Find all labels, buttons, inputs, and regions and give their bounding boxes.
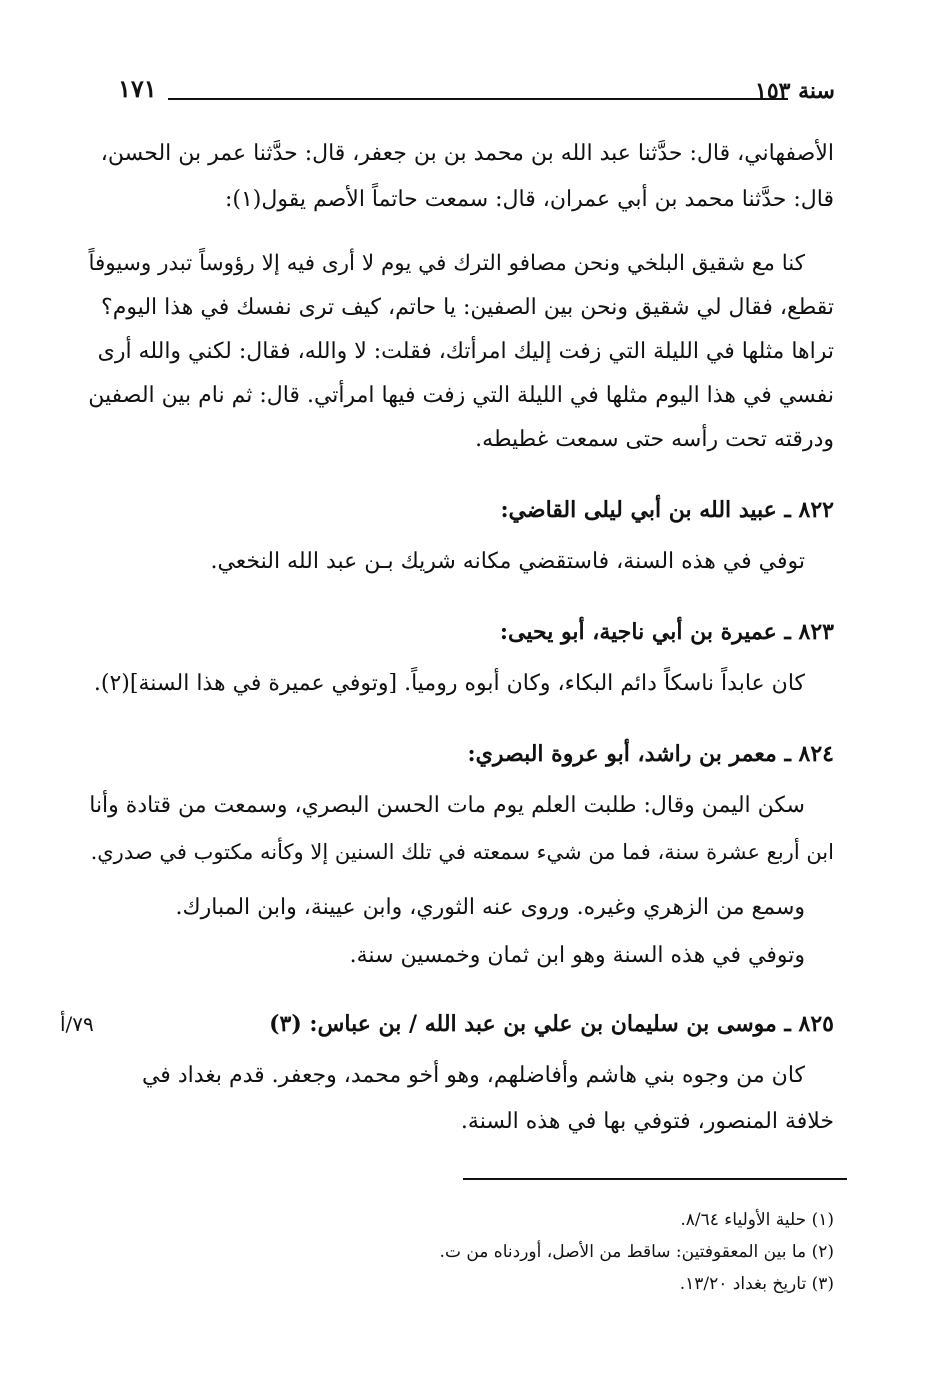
footnote: (٣) تاريخ بغداد ١٣/٢٠.: [679, 1274, 834, 1294]
page-number: ١٧١: [118, 74, 157, 103]
header-rule: [168, 98, 788, 100]
footnote: (١) حلية الأولياء ٨/٦٤.: [680, 1210, 834, 1230]
entry-text-line: توفي في هذه السنة، فاستقضي مكانه شريك بـن عبد الله النخعي.: [210, 549, 805, 574]
entry-text-line: كان من وجوه بني هاشم وأفاضلهم، وهو أخو محمد، وجعفر. قدم بغداد في: [141, 1063, 805, 1088]
quote-line-5: ودرقته تحت رأسه حتى سمعت غطيطه.: [475, 427, 834, 452]
quote-line-4: نفسي في هذا اليوم مثلها في الليلة التي زفت فيها امرأتي. قال: ثم نام بين الصفين: [88, 383, 834, 408]
entry-text-line: خلافة المنصور، فتوفي بها في هذه السنة.: [460, 1109, 834, 1134]
year-label: سنة ١٥٣: [755, 78, 835, 104]
quote-line-3: تراها مثلها في الليلة التي زفت إليك امرأتك، فقلت: لا والله، فقال: لكني والله أرى: [97, 339, 834, 364]
entry-text-line: كان عابداً ناسكاً دائم البكاء، وكان أبوه رومياً. [وتوفي عميرة في هذا السنة](٢).: [93, 671, 805, 696]
entry-text-line: سكن اليمن وقال: طلبت العلم يوم مات الحسن البصري، وسمعت من قتادة وأنا: [89, 793, 805, 818]
entry-text-line: وسمع من الزهري وغيره. وروى عنه الثوري، وابن عيينة، وابن المبارك.: [175, 895, 805, 920]
quote-line-2: تقطع، فقال لي شقيق ونحن بين الصفين: يا حاتم، كيف ترى نفسك في هذا اليوم؟: [101, 295, 834, 320]
entry-heading: ٨٢٥ ـ موسى بن سليمان بن علي بن عبد الله / بن عباس: (٣): [269, 1011, 834, 1037]
footnote-rule: [463, 1178, 847, 1180]
entry-text-line: ابن أربع عشرة سنة، فما من شيء سمعته في تلك السنين إلا وكأنه مكتوب في صدري.: [90, 840, 834, 864]
entry-heading: ٨٢٢ ـ عبيد الله بن أبي ليلى القاضي:: [500, 497, 834, 523]
entry-heading: ٨٢٤ ـ معمر بن راشد، أبو عروة البصري:: [467, 741, 834, 767]
intro-line-2: قال: حدَّثنا محمد بن أبي عمران، قال: سمعت حاتماً الأصم يقول(١):: [224, 187, 834, 212]
intro-line-1: الأصفهاني، قال: حدَّثنا عبد الله بن محمد بن بن جعفر، قال: حدَّثنا عمر بن الحسن،: [100, 141, 834, 166]
manuscript-folio-note: ٧٩/أ: [60, 1012, 94, 1036]
quote-line-1: كنا مع شقيق البلخي ونحن مصافو الترك في يوم لا أرى فيه إلا رؤوساً تبدر وسيوفاً: [88, 251, 805, 276]
entry-text-line: وتوفي في هذه السنة وهو ابن ثمان وخمسين سنة.: [349, 943, 805, 968]
entry-heading: ٨٢٣ ـ عميرة بن أبي ناجية، أبو يحيى:: [499, 619, 834, 645]
footnote: (٢) ما بين المعقوفتين: ساقط من الأصل، أوردناه من ت.: [439, 1242, 834, 1262]
